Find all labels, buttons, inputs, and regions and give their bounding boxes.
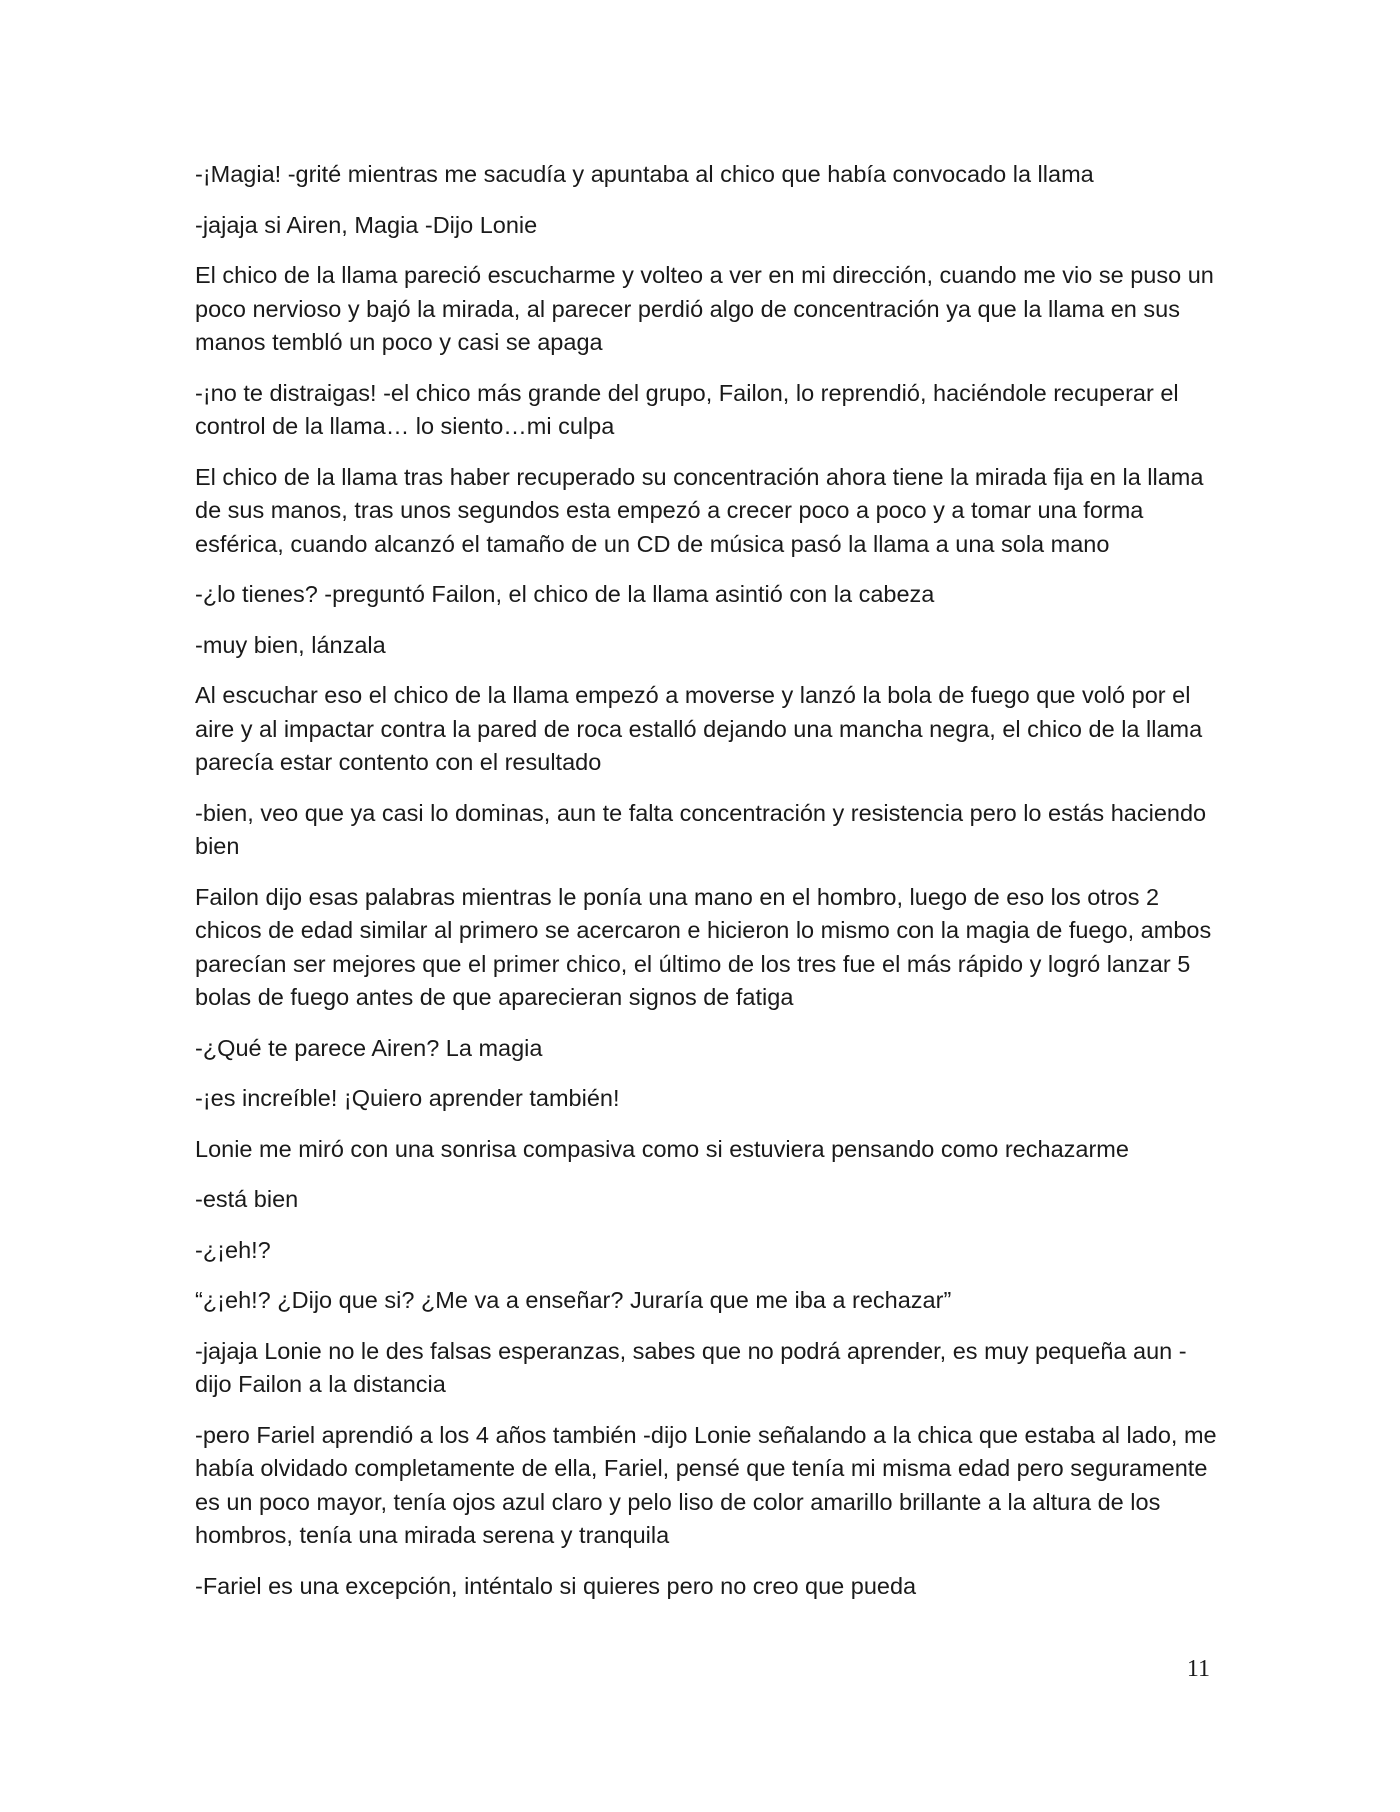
- body-text: [195, 158, 1220, 1620]
- paragraph: -muy bien, lánzala: [195, 631, 386, 658]
- page-number: 11: [1186, 1656, 1210, 1682]
- paragraph: -¡Magia! -grité mientras me sacudía y apuntaba al chico que había convocado la llama: [195, 161, 1094, 187]
- paragraph: -está bien: [195, 1186, 299, 1212]
- paragraph: -¿lo tienes? -preguntó Failon, el chico de la llama asintió con la cabeza: [195, 581, 935, 607]
- paragraph: -jajaja si Airen, Magia -Dijo Lonie: [195, 211, 538, 238]
- paragraph: -pero Fariel aprendió a los 4 años también -dijo Lonie señalando a la chica que estaba al lado, me había olvidado completamente de ella, Fariel, pensé que tenía mi misma edad pero seguramente es un poco mayor, tenía ojos azul claro y pelo liso de color amarillo brillante a la altura de los hombros, tenía una mirada serena y tranquila: [195, 1421, 1217, 1548]
- paragraph: -Fariel es una excepción, inténtalo si quieres pero no creo que pueda: [195, 1572, 917, 1599]
- paragraph: -¡no te distraigas! -el chico más grande del grupo, Failon, lo reprendió, haciéndole recuperar el control de la llama… lo siento…mi culpa: [195, 379, 1179, 439]
- paragraph: -¡es increíble! ¡Quiero aprender también!: [195, 1085, 620, 1111]
- paragraph: Failon dijo esas palabras mientras le ponía una mano en el hombro, luego de eso los otros 2 chicos de edad similar al primero se acercaron e hicieron lo mismo con la magia de fuego, ambos parecían ser mejores que el primer chico, el último de los tres fue el más rápido y logró lanzar 5 bolas de fuego antes de que aparecieran signos de fatiga: [195, 883, 1212, 1010]
- paragraph: “¿¡eh!? ¿Dijo que si? ¿Me va a enseñar? Juraría que me iba a rechazar”: [195, 1287, 952, 1313]
- paragraph: -¿¡eh!?: [195, 1236, 271, 1263]
- paragraph: Al escuchar eso el chico de la llama empezó a moverse y lanzó la bola de fuego que voló por el aire y al impactar contra la pared de roca estalló dejando una mancha negra, el chico de la llama parecía estar contento con el resultado: [195, 682, 1203, 775]
- paragraph: El chico de la llama tras haber recuperado su concentración ahora tiene la mirada fija en la llama de sus manos, tras unos segundos esta empezó a crecer poco a poco y a tomar una forma esférica, cuando alcanzó el tamaño de un CD de música pasó la llama a una sola mano: [195, 463, 1204, 557]
- paragraph: -bien, veo que ya casi lo dominas, aun te falta concentración y resistencia pero lo estás haciendo bien: [195, 799, 1207, 859]
- paragraph: -¿Qué te parece Airen? La magia: [195, 1034, 543, 1061]
- paragraph: -jajaja Lonie no le des falsas esperanzas, sabes que no podrá aprender, es muy pequeña aun -dijo Failon a la distancia: [195, 1337, 1187, 1397]
- paragraph: El chico de la llama pareció escucharme y volteo a ver en mi dirección, cuando me vio se puso un poco nervioso y bajó la mirada, al parecer perdió algo de concentración ya que la llama en sus manos tembló un poco y casi se apaga: [195, 262, 1214, 355]
- paragraph: Lonie me miró con una sonrisa compasiva como si estuviera pensando como rechazarme: [195, 1135, 1129, 1162]
